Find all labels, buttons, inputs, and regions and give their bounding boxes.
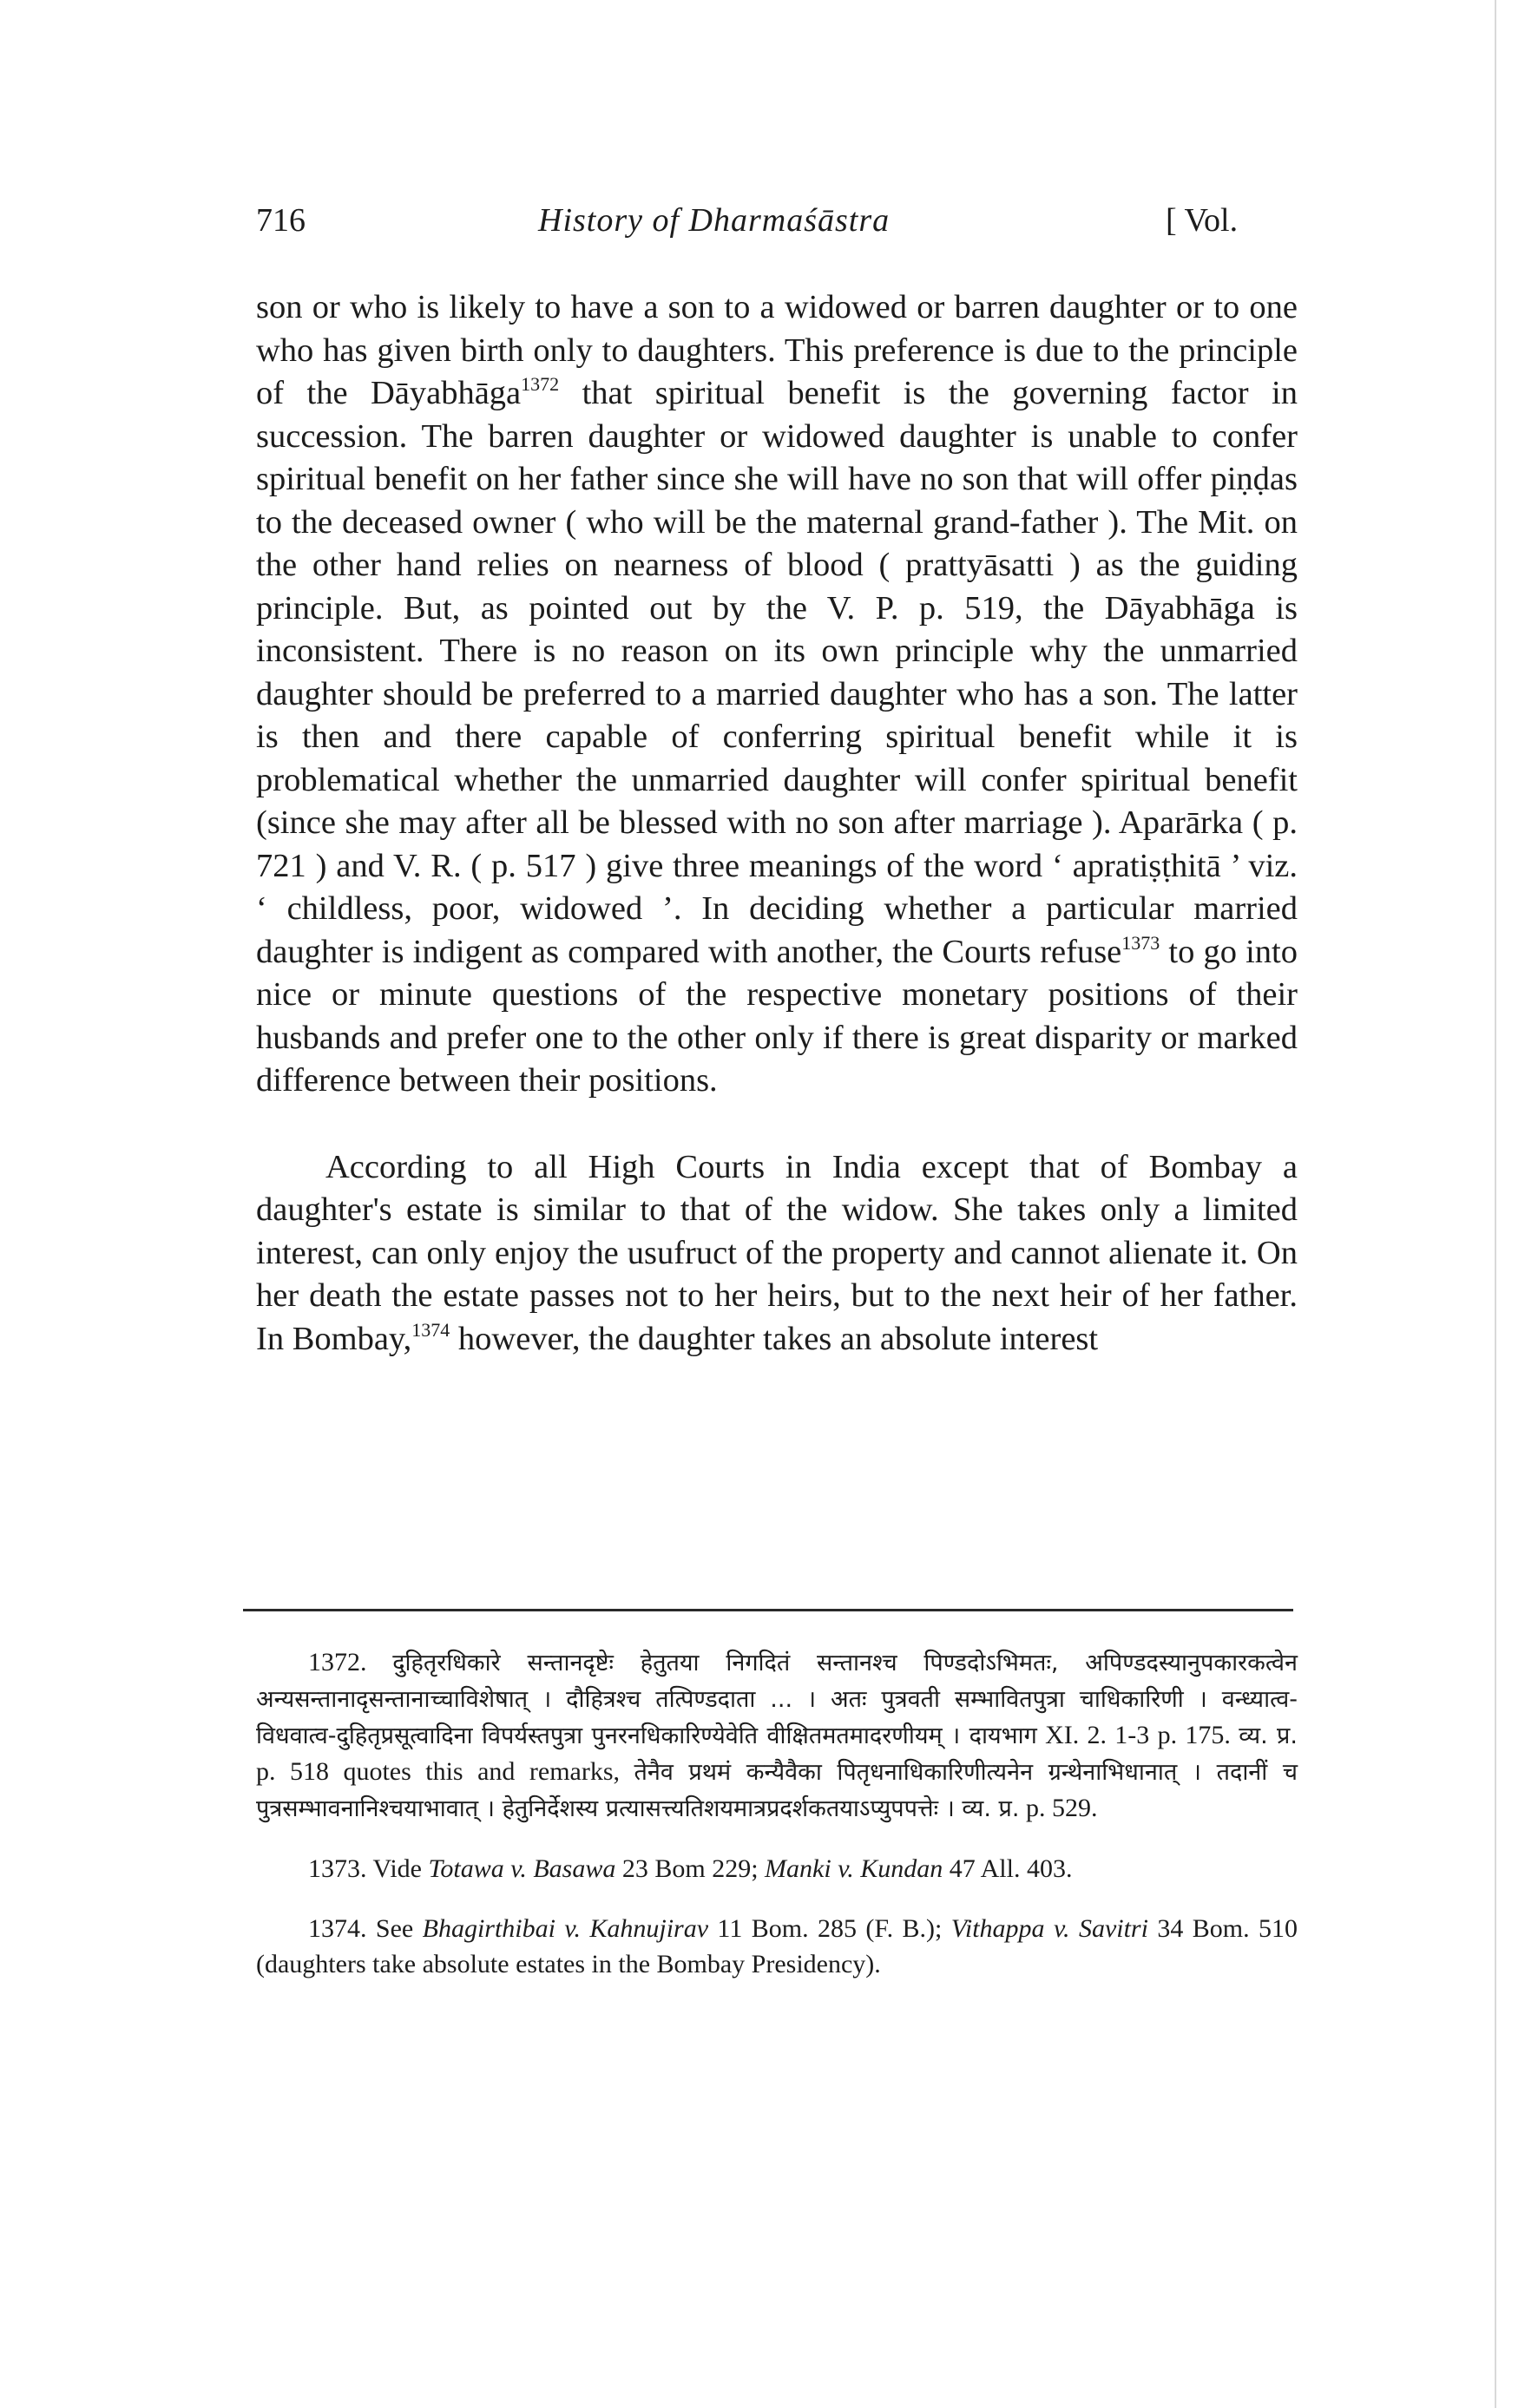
paragraph-1-text-a: son or who is likely to have a son to a widowed or barren daughter or to one who has given birth only to daughters. This preference is due to the principle of the Dāyabhāga [256,289,1298,411]
footnote-1372-ref-2: p. 518 quotes this and remarks, [256,1757,634,1786]
footnote-1374-case-2: Vithappa v. Savitri [950,1914,1148,1943]
page-edge-line [1495,0,1496,2408]
body-text [256,286,1298,1361]
footnote-1372 [256,1644,1298,1827]
footnote-1373-text-3: 47 All. 403. [943,1854,1073,1883]
footnote-1373-case-1: Totawa v. Basawa [428,1854,616,1883]
page-number: 716 [256,202,306,239]
footnote-ref-1372: 1372 [521,373,560,395]
volume-label: [ Vol. [1166,202,1239,239]
footnote-1372-ref-3: p. 529. [1019,1794,1098,1822]
footnote-1372-ref-1: XI. 2. 1-3 p. 175. [1036,1721,1239,1749]
footnote-1374-label: 1374. [308,1914,367,1943]
footnote-1372-sanskrit-3: तेनैव प्रथमं कन्यैवैका पितृधनाधिकारिणीत्यनेन ग्रन्थेनाभिधानात् । तदानीं च पुत्रसम्भावनानिश्चयाभावात् । हेतुनिर्देशस्य प्रत्यासत्त्यतिशयमात्रप्रदर्शकतयाऽप्युपपत्तेः । व्य. प्र. [256,1759,1298,1822]
footnote-1374 [256,1911,1298,1982]
footnote-1373-text-1: Vide [366,1854,429,1883]
footnote-1373-text-2: 23 Bom 229; [615,1854,766,1883]
footnote-1374-text-2: 11 Bom. 285 (F. B.); [708,1914,951,1943]
footnote-1373 [256,1851,1298,1886]
footnote-1372-label: 1372. [308,1648,367,1676]
footnote-1374-case-1: Bhagirthibai v. Kahnujirav [422,1914,709,1943]
footnote-divider [243,1609,1293,1611]
paragraph-1-text-c: to go into nice or minute questions of the respective monetary positions of their husbands and prefer one to the other only if there is great disparity or marked difference between their positions. [256,933,1298,1099]
paragraph-2-text-b: however, the daughter takes an absolute interest [450,1320,1099,1357]
footnote-1372-sanskrit-2: व्य. प्र. [1239,1722,1298,1749]
running-title: History of Dharmaśāstra [538,202,891,239]
footnotes [256,1644,1298,2006]
paragraph-2-text-a: According to all High Courts in India except that of Bombay a daughter's estate is similar to that of the widow. She takes only a limited interest, can only enjoy the usufruct of the property and cannot alienate it. On her death the estate passes not to her heirs, but to the next heir of her father. In Bombay, [256,1148,1298,1357]
footnote-1374-text-1: See [366,1914,423,1943]
footnote-1372-sanskrit-1: दुहितृरधिकारे सन्तानदृष्टेः हेतुतया निगदितं सन्तानश्च पिण्डदोऽभिमतः, अपिण्डदस्यानुपकारकत्वेन अन्यसन्तानादृसन्तानाच्चाविशेषात् । दौहित्रश्च तत्पिण्डदाता ... । अतः पुत्रवती सम्भावितपुत्रा चाधिकारिणी । वन्ध्यात्व-विधवात्व-दुहितृप्रसूत्वादिना विपर्यस्तपुत्रा पुनरनधिकारिण्येवेति वीक्षितमतमादरणीयम् । दायभाग [256,1650,1298,1749]
footnote-1374-text-3: 34 Bom. 510 (daughters take absolute estates in the Bombay Presidency). [256,1914,1298,1978]
paragraph-2 [256,1146,1298,1361]
paragraph-1-text-b: that spiritual benefit is the governing factor in succession. The barren daughter or widowed daughter is unable to confer spiritual benefit on her father since she will have no son that will offer piṇḍas to the deceased owner ( who will be the maternal grand-father ). The Mit. on the other hand relies on nearness of blood ( prattyāsatti ) as the guiding principle. But, as pointed out by the V. P. p. 519, the Dāyabhāga is inconsistent. There is no reason on its own principle why the unmarried daughter should be preferred to a married daughter who has a son. The latter is then and there capable of conferring spiritual benefit while it is problematical whether the unmarried daughter will confer spiritual benefit (since she may after all be blessed with no son after marriage ). Aparārka ( p. 721 ) and V. R. ( p. 517 ) give three meanings of the word ‘ apratiṣṭhitā ’ viz. ‘ childless, poor, widowed ’. In deciding whether a particular married daughter is indigent as compared with another, the Courts refuse [256,375,1298,970]
footnote-1373-case-2: Manki v. Kundan [765,1854,943,1883]
footnote-ref-1374: 1374 [411,1318,450,1341]
running-head [256,201,1298,253]
footnote-1373-label: 1373. [308,1854,367,1883]
footnote-ref-1373: 1373 [1121,931,1160,954]
paragraph-1 [256,286,1298,1103]
